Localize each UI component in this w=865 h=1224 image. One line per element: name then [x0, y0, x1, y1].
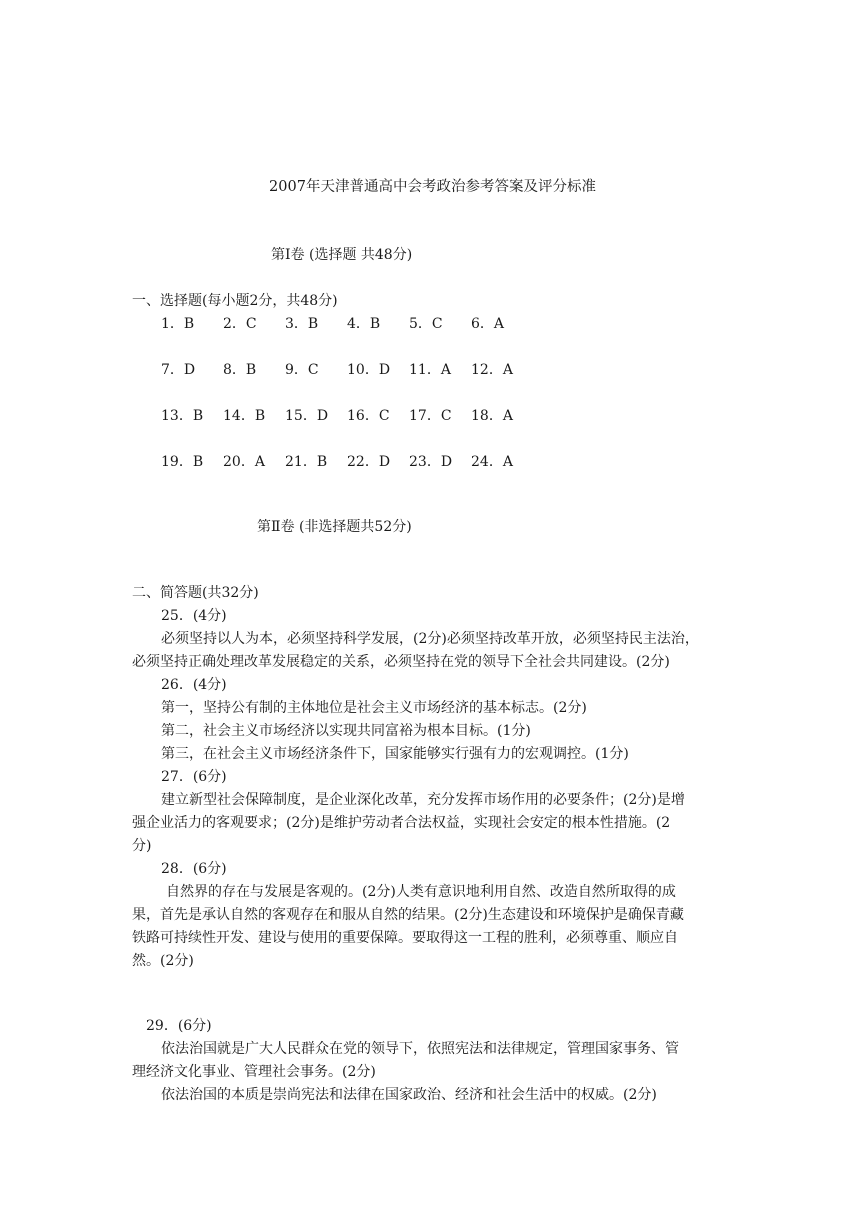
volume-1-heading: 第Ⅰ卷 (选择题 共48分)	[271, 247, 413, 263]
answer-line: 分)	[132, 838, 152, 854]
question-25-number: 25．(4分)	[161, 608, 227, 624]
answer-item: 3．B	[285, 316, 319, 332]
answer-line: 必须坚持以人为本，必须坚持科学发展，(2分)必须坚持改革开放，必须坚持民主法治，	[161, 631, 699, 647]
answer-item: 23．D	[409, 454, 453, 470]
answer-item: 12．A	[471, 362, 513, 378]
page-title: 2007年天津普通高中会考政治参考答案及评分标准	[269, 179, 596, 195]
answer-item: 16．C	[347, 408, 390, 424]
answer-grid	[161, 313, 561, 497]
answer-line: 然。(2分)	[132, 953, 194, 969]
answer-item: 2．C	[223, 316, 257, 332]
answer-item: 21．B	[285, 454, 328, 470]
answer-item: 15．D	[285, 408, 329, 424]
answer-item: 13．B	[161, 408, 204, 424]
answer-line: 理经济文化事业、管理社会事务。(2分)	[132, 1064, 376, 1080]
question-27-number: 27．(6分)	[161, 769, 227, 785]
answer-item: 20．A	[223, 454, 265, 470]
answer-item: 17．C	[409, 408, 452, 424]
answer-line: 建立新型社会保障制度，是企业深化改革，充分发挥市场作用的必要条件；(2分)是增	[161, 792, 685, 808]
question-29-block	[132, 1015, 738, 1107]
answer-item: 9．C	[285, 362, 319, 378]
answer-item: 18．A	[471, 408, 513, 424]
answer-row	[161, 359, 561, 405]
answer-line: 第二，社会主义市场经济以实现共同富裕为根本目标。(1分)	[161, 723, 531, 739]
answer-line: 强企业活力的客观要求；(2分)是维护劳动者合法权益，实现社会安定的根本性措施。(2	[132, 815, 671, 831]
answer-item: 1．B	[161, 316, 195, 332]
question-29-number: 29．(6分)	[146, 1018, 212, 1034]
answer-line: 必须坚持正确处理改革发展稳定的关系，必须坚持在党的领导下全社会共同建设。(2分)	[132, 654, 670, 670]
answer-line: 第三，在社会主义市场经济条件下，国家能够实行强有力的宏观调控。(1分)	[161, 746, 629, 762]
volume-2-heading: 第Ⅱ卷 (非选择题共52分)	[257, 519, 412, 535]
answer-line: 第一，坚持公有制的主体地位是社会主义市场经济的基本标志。(2分)	[161, 700, 587, 716]
answer-row	[161, 405, 561, 451]
answer-item: 19．B	[161, 454, 204, 470]
answer-line: 铁路可持续性开发、建设与使用的重要保障。要取得这一工程的胜利，必须尊重、顺应自	[132, 930, 678, 946]
answer-line: 依法治国的本质是崇尚宪法和法律在国家政治、经济和社会生活中的权威。(2分)	[161, 1087, 657, 1103]
answer-row	[161, 451, 561, 497]
answer-item: 10．D	[347, 362, 391, 378]
answer-item: 4．B	[347, 316, 381, 332]
answer-item: 11．A	[409, 362, 451, 378]
answer-line: 自然界的存在与发展是客观的。(2分)人类有意识地利用自然、改造自然所取得的成	[166, 884, 676, 900]
section-1-heading: 一、选择题(每小题2分，共48分)	[132, 293, 338, 309]
answer-item: 5．C	[409, 316, 443, 332]
answer-item: 7．D	[161, 362, 196, 378]
answer-item: 22．D	[347, 454, 391, 470]
section-2-heading: 二、简答题(共32分)	[132, 585, 259, 601]
answer-line: 果，首先是承认自然的客观存在和服从自然的结果。(2分)生态建设和环境保护是确保青藏	[132, 907, 684, 923]
answer-item: 14．B	[223, 408, 266, 424]
question-28-number: 28．(6分)	[161, 861, 227, 877]
answer-item: 8．B	[223, 362, 257, 378]
answer-item: 24．A	[471, 454, 513, 470]
answer-row	[161, 313, 561, 359]
question-26-number: 26．(4分)	[161, 677, 227, 693]
section-2	[132, 582, 738, 973]
answer-line: 依法治国就是广大人民群众在党的领导下，依照宪法和法律规定，管理国家事务、管	[161, 1041, 679, 1057]
answer-item: 6．A	[471, 316, 505, 332]
